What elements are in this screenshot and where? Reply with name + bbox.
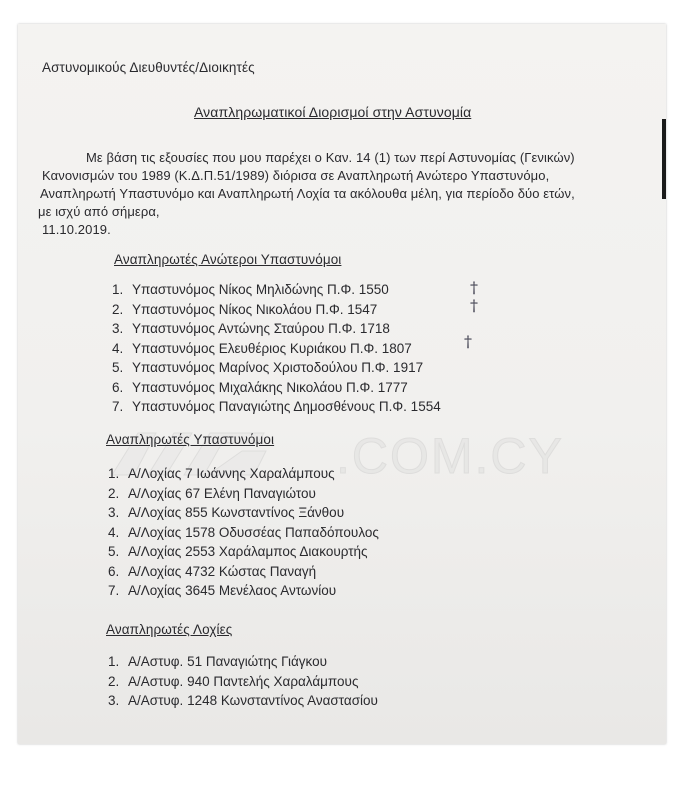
section1-list — [112, 280, 441, 417]
list-item: 1. Υπαστυνόμος Νίκος Μηλιδώνης Π.Φ. 1550 — [112, 282, 389, 297]
list-item: 1. Α/Αστυφ. 51 Παναγιώτης Γιάγκου — [108, 654, 328, 669]
handwritten-mark-1: † — [470, 278, 478, 297]
list-item: 6. Α/Λοχίας 4732 Κώστας Παναγή — [108, 563, 317, 579]
document-page — [18, 24, 666, 744]
list-item: 7. Α/Λοχίας 3645 Μενέλαος Αντωνίου — [108, 583, 337, 598]
paragraph-line-4: με ισχύ από σήμερα, — [38, 204, 160, 219]
list-item: 2. Α/Λοχίας 67 Ελένη Παναγιώτου — [108, 485, 316, 501]
list-item: 6. Υπαστυνόμος Μιχαλάκης Νικολάου Π.Φ. 1777 — [112, 379, 408, 395]
list-item: 4. Α/Λοχίας 1578 Οδυσσέας Παπαδόπουλος — [108, 524, 379, 540]
list-item: 3. Υπαστυνόμος Αντώνης Σταύρου Π.Φ. 1718 — [112, 321, 390, 336]
paragraph-line-1: Με βάση τις εξουσίες που μου παρέχει ο Καν. 14 (1) των περί Αστυνομίας (Γενικών) — [86, 150, 575, 165]
addressee: Αστυνομικούς Διευθυντές/Διοικητές — [42, 60, 255, 75]
section-heading-sergeants: Αναπληρωτές Λοχίες — [106, 622, 233, 637]
list-item: 5. Α/Λοχίας 2553 Χαράλαμπος Διακουρτής — [108, 544, 368, 559]
document-title: Αναπληρωματικοί Διορισμοί στην Αστυνομία — [194, 104, 472, 120]
list-item: 3. Α/Αστυφ. 1248 Κωνσταντίνος Αναστασίου — [108, 693, 378, 708]
handwritten-mark-2: † — [470, 296, 478, 315]
handwritten-mark-3: † — [464, 332, 472, 351]
list-item: 7. Υπαστυνόμος Παναγιώτης Δημοσθένους Π.Φ. 1554 — [112, 399, 441, 414]
section3-list — [108, 652, 378, 711]
paragraph-line-2: Κανονισμών του 1989 (Κ.Δ.Π.51/1989) διόρισα σε Αναπληρωτή Ανώτερο Υπαστυνόμο, — [42, 168, 550, 183]
watermark-text: .COM.CY — [336, 428, 564, 484]
list-item: 5. Υπαστυνόμος Μαρίνος Χριστοδούλου Π.Φ. 1917 — [112, 360, 424, 375]
list-item: 2. Υπαστυνόμος Νίκος Νικολάου Π.Φ. 1547 — [112, 301, 378, 317]
page-edge-mark — [662, 119, 666, 199]
paragraph-line-3: Αναπληρωτή Υπαστυνόμο και Αναπληρωτή Λοχία τα ακόλουθα μέλη, για περίοδο δύο ετών, — [40, 186, 575, 201]
list-item: 2. Α/Αστυφ. 940 Παντελής Χαραλάμπους — [108, 673, 359, 689]
list-item: 3. Α/Λοχίας 855 Κωνσταντίνος Ξάνθου — [108, 505, 345, 520]
list-item: 1. Α/Λοχίας 7 Ιωάννης Χαραλάμπους — [108, 466, 335, 481]
section2-list — [108, 464, 379, 601]
section-heading-senior-sub-inspectors: Αναπληρωτές Ανώτεροι Υπαστυνόμοι — [114, 252, 342, 267]
document-date: 11.10.2019. — [42, 222, 111, 237]
section-heading-sub-inspectors: Αναπληρωτές Υπαστυνόμοι — [106, 432, 275, 447]
list-item: 4. Υπαστυνόμος Ελευθέριος Κυριάκου Π.Φ. 1807 — [112, 340, 412, 356]
